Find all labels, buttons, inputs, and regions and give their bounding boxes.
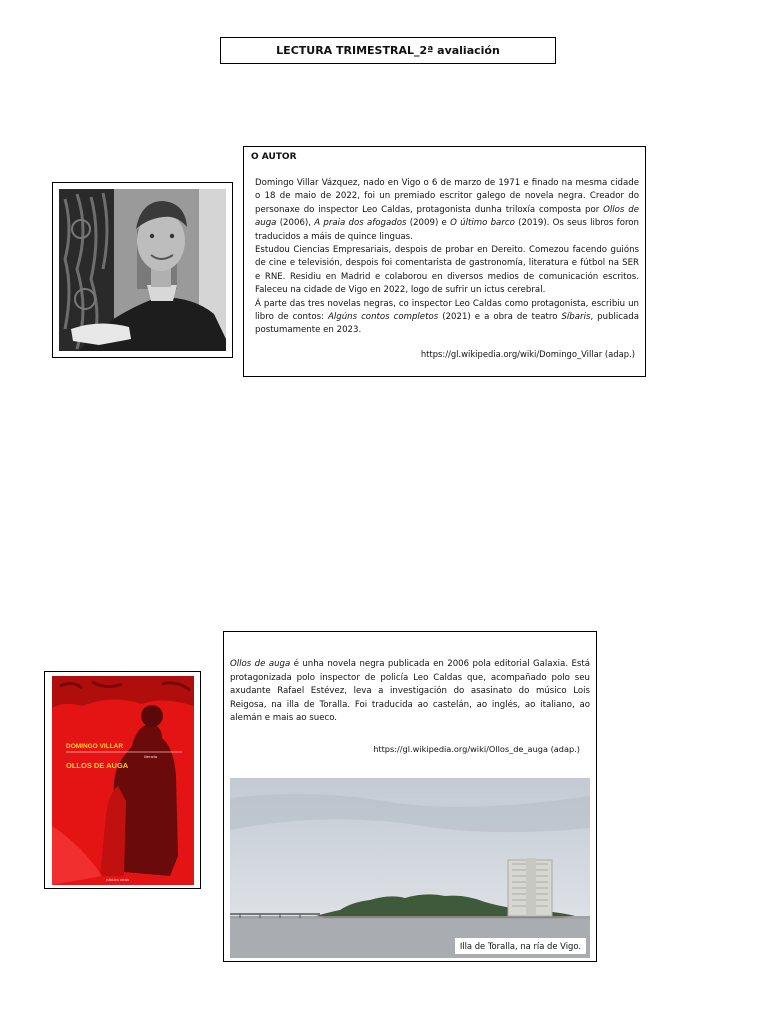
bio-paragraph-3: Á parte das tres novelas negras, co inspector Leo Caldas como protagonista, escribiu un libro de contos: Algúns contos completos (2021) e a obra de teatro Síbaris, publicada postumamente en 2023. [255, 298, 640, 336]
cover-series: literaria [144, 754, 158, 759]
author-source-link[interactable]: https://gl.wikipedia.org/wiki/Domingo_Villar (adap.) [420, 349, 635, 359]
author-photo [59, 189, 226, 351]
author-heading: O AUTOR [251, 152, 297, 162]
author-photo-frame [52, 182, 233, 358]
author-section [243, 146, 646, 377]
page-title: LECTURA TRIMESTRAL_2ª avaliación [220, 37, 556, 64]
cover-author-name: DOMINGO VILLAR [66, 743, 124, 750]
cover-publisher: edicións xerais [106, 878, 130, 882]
book-cover [52, 676, 194, 885]
bio-paragraph-1: Domingo Villar Vázquez, nado en Vigo o 6 de marzo de 1971 e finado na mesma cidade o 18 de maio de 2022, foi un premiado escritor galego de novela negra. Creador do personaxe do inspector Leo Caldas, protagonista dunha triloxía composta por Ollos de auga (2006), A praia dos afogados (2009) e O último barco (2019). Os seus libros foron traducidos a máis de quince linguas. [255, 178, 640, 242]
book-section [223, 631, 597, 962]
island-photo [230, 778, 590, 958]
bio-paragraph-2: Estudou Ciencias Empresariais, despois de probar en Dereito. Comezou facendo guións de cine e televisión, despois foi comentarista de gastronomía, literatura e fútbol na SER e RNE. Residiu en Madrid e colaborou en diversos medios de comunicación escritos. Faleceu na cidade de Vigo en 2022, logo de sufrir un ictus cerebral. [255, 245, 639, 296]
cover-book-title: OLLOS DE AUGA [66, 761, 129, 770]
author-biography [255, 177, 639, 338]
book-cover-frame [44, 671, 201, 889]
book-description: Ollos de auga é unha novela negra publicada en 2006 pola editorial Galaxia. Está protagonizada polo inspector de policía Leo Caldas que, acompañado polo seu axudante Rafael Estévez, leva a investigación do asasinato do músico Lois Reigosa, na illa de Toralla. Foi traducida ao castelán, ao inglés, ao italiano, ao alemán e mais ao sueco. [230, 659, 590, 724]
book-source-link[interactable]: https://gl.wikipedia.org/wiki/Ollos_de_auga (adap.) [373, 744, 580, 754]
photo-caption: Illa de Toralla, na ría de Vigo. [455, 938, 586, 954]
